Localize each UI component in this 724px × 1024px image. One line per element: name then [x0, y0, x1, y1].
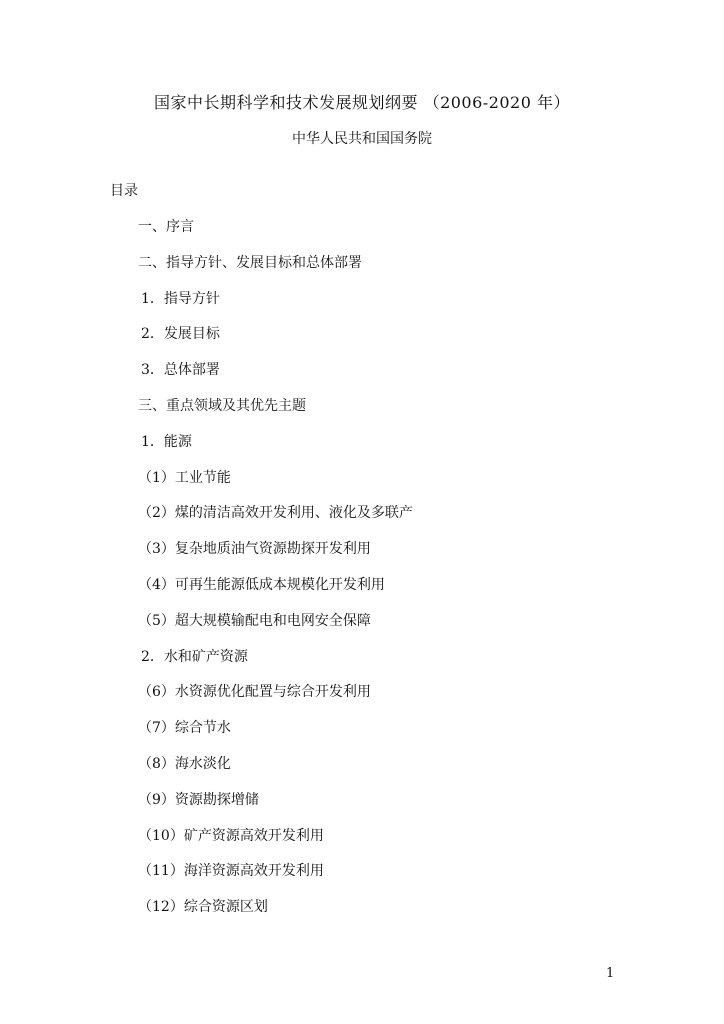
toc-item[interactable]: （3）复杂地质油气资源勘探开发利用: [138, 541, 371, 558]
toc-item[interactable]: 一、序言: [138, 219, 194, 235]
toc-item[interactable]: （9）资源勘探增储: [138, 791, 259, 808]
page-number: 1: [606, 966, 615, 981]
toc-item[interactable]: （5）超大规模输配电和电网安全保障: [138, 612, 371, 629]
toc-item[interactable]: （11）海洋资源高效开发利用: [138, 863, 324, 880]
toc-item[interactable]: （4）可再生能源低成本规模化开发利用: [138, 576, 385, 593]
toc-item[interactable]: 3．总体部署: [141, 362, 220, 379]
toc-item[interactable]: （12）综合资源区划: [138, 899, 268, 916]
table-of-contents: [0, 217, 724, 933]
toc-item[interactable]: 2．发展目标: [141, 326, 220, 343]
document-issuer: 中华人民共和国国务院: [292, 131, 432, 147]
toc-item[interactable]: 二、指导方针、发展目标和总体部署: [138, 254, 362, 271]
toc-item[interactable]: 1．指导方针: [141, 290, 220, 307]
toc-item[interactable]: （1）工业节能: [138, 469, 231, 486]
toc-item[interactable]: （7）综合节水: [138, 720, 231, 737]
document-title: 国家中长期科学和技术发展规划纲要 （2006-2020 年）: [153, 93, 571, 112]
toc-heading: 目录: [110, 183, 138, 199]
toc-item[interactable]: 1．能源: [141, 433, 192, 450]
toc-item[interactable]: （8）海水淡化: [138, 755, 231, 772]
toc-item[interactable]: （10）矿产资源高效开发利用: [138, 827, 324, 844]
toc-item[interactable]: （2）煤的清洁高效开发利用、液化及多联产: [138, 505, 413, 522]
toc-item[interactable]: （6）水资源优化配置与综合开发利用: [138, 684, 371, 701]
toc-item[interactable]: 2．水和矿产资源: [141, 648, 248, 665]
toc-item[interactable]: 三、重点领域及其优先主题: [138, 397, 306, 414]
